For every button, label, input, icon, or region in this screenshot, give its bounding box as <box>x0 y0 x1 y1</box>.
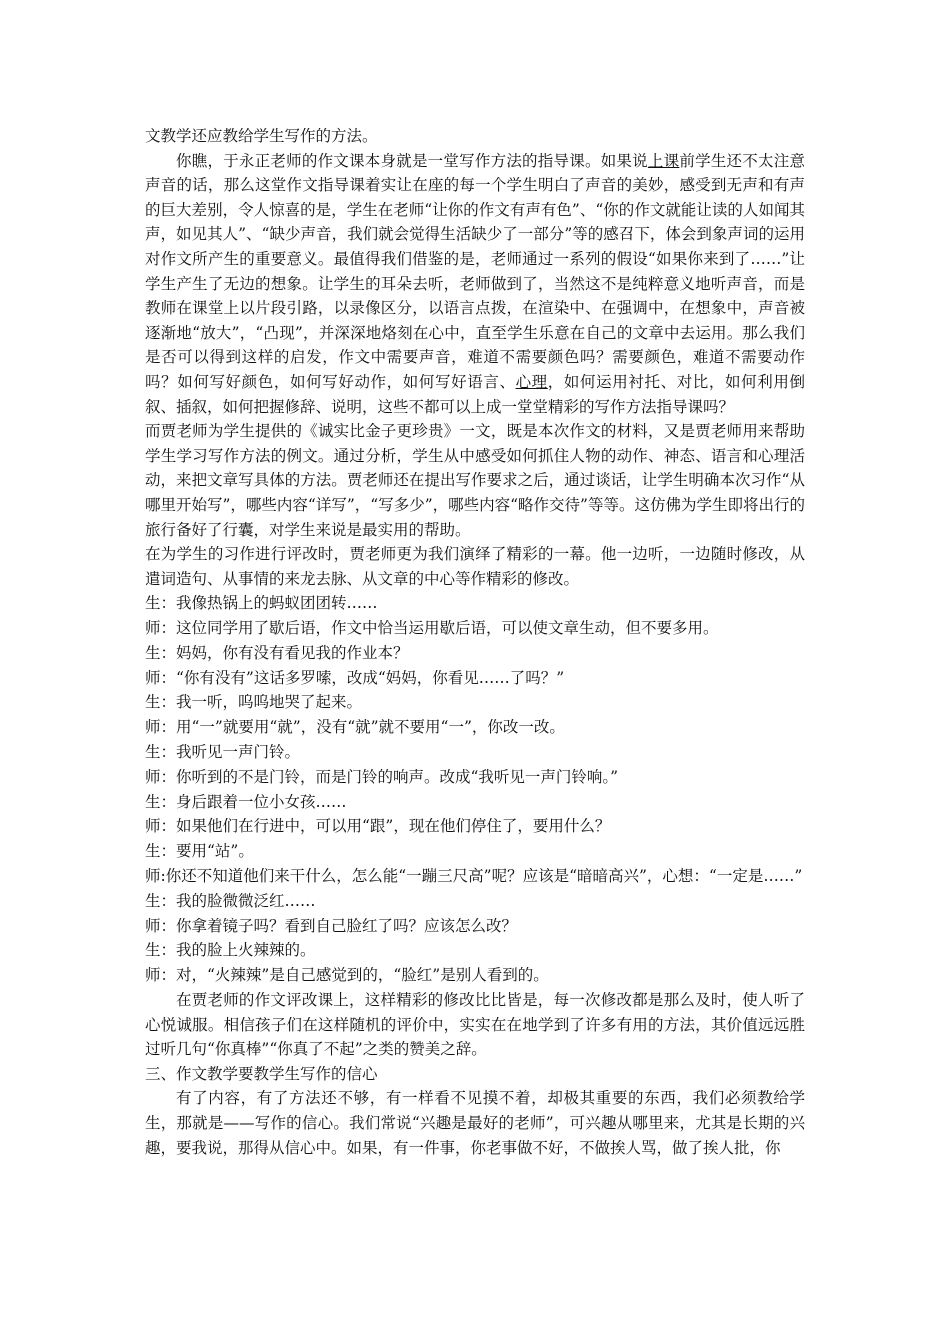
dialog-line: 师：你拿着镜子吗？看到自己脸红了吗？应该怎么改？ <box>145 916 518 935</box>
dialog-line: 生：要用“站”。 <box>145 842 254 861</box>
dialog-list <box>145 591 805 988</box>
dialog-line: 生：我听见一声门铃。 <box>145 743 301 762</box>
dialog-line: 师：你听到的不是门铃，而是门铃的响声。改成“我听见一声门铃响。” <box>145 767 619 786</box>
dialog-line: 师：如果他们在行进中，可以用“跟”，现在他们停住了，要用什么？ <box>145 817 611 836</box>
paragraph-text: 你瞧，于永正老师的作文课本身就是一堂写作方法的指导课。如果说 <box>176 151 648 170</box>
underlined-link-shangke[interactable]: 上课 <box>647 151 680 170</box>
paragraph-confidence: 有了内容，有了方法还不够，有一样看不见摸不着，却极其重要的东西，我们必须教给学生，那就是——写作的信心。我们常说“兴趣是最好的老师”，可兴趣从哪里来，尤其是长期的兴趣，要我说，那得从信心中。如果，有一件事，你老事做不好，不做挨人骂，做了挨人批，你 <box>145 1089 805 1157</box>
dialog-line: 生：妈妈，你有没有看见我的作业本？ <box>145 643 409 662</box>
paragraph-yu-yongzheng <box>145 149 805 420</box>
paragraph-text: ，如何运用衬托、对比，如何利用倒叙、插叙，如何把握修辞、说明，这些不都可以上成一堂堂精彩的写作方法指导课吗？ <box>145 372 805 416</box>
dialog-line: 师:你还不知道他们来干什么，怎么能“一蹦三尺高”呢？应该是“暗暗高兴”，心想：“一定是……” <box>145 867 803 886</box>
underlined-link-xinli[interactable]: 心理 <box>515 372 548 391</box>
dialog-line: 师：这位同学用了歇后语，作文中恰当运用歇后语，可以使文章生动，但不要多用。 <box>145 619 719 638</box>
dialog-line: 生：我一听，呜呜地哭了起来。 <box>145 693 363 712</box>
section-heading-3: 三、作文教学要教学生写作的信心 <box>145 1064 378 1083</box>
paragraph-summary: 在贾老师的作文评改课上，这样精彩的修改比比皆是，每一次修改都是那么及时，使人听了心悦诚服。相信孩子们在这样随机的评价中，实实在在地学到了许多有用的方法，其价值远远胜过听几句“你真棒”“你真了不起”之类的赞美之辞。 <box>145 991 805 1059</box>
dialog-line: 师：对，“火辣辣”是自己感觉到的，“脸红”是别人看到的。 <box>145 966 549 985</box>
paragraph-text: 前学生还不太注意声音的话，那么这堂作文指导课着实让在座的每一个学生明白了声音的美妙，感受到无声和有声的巨大差别，令人惊喜的是，学生在老师“让你的作文有声有色”、“你的作文就能让读的人如闻其声，如见其人”、“缺少声音，我们就会觉得生活缺少了一部分”等的感召下，体会到象声词的运用对作文所产生的重要意义。最值得我们借鉴的是，老师通过一系列的假设“如果你来到了……”让学生产生了无边的想象。让学生的耳朵去听，老师做到了，当然这不是纯粹意义地听声音，而是教师在课堂上以片段引路，以录像区分，以语言点拨，在渲染中、在强调中，在想象中，声音被逐渐地“放大”，“凸现”，并深深地烙刻在心中，直至学生乐意在自己的文章中去运用。那么我们是否可以得到这样的启发，作文中需要声音，难道不需要颜色吗？需要颜色，难道不需要动作吗？如何写好颜色，如何写好动作，如何写好语言、 <box>145 151 805 391</box>
dialog-line: 师：用“一”就要用“就”，没有“就”就不要用“一”，你改一改。 <box>145 718 565 737</box>
paragraph-intro: 文教学还应教给学生写作的方法。 <box>145 127 378 145</box>
paragraph-jia-teacher-material: 而贾老师为学生提供的《诚实比金子更珍贵》一文，既是本次作文的材料，又是贾老师用来帮助学生学习写作方法的例文。通过分析，学生从中感受如何抓住人物的动作、神态、语言和心理活动，来把文章写具体的方法。贾老师还在提出写作要求之后，通过谈话，让学生明确本次习作“从哪里开始写”，哪些内容“详写”，“写多少”，哪些内容“略作交待”等等。这仿佛为学生即将出行的旅行备好了行囊，对学生来说是最实用的帮助。 <box>145 422 805 539</box>
dialog-line: 师：“你有没有”这话多罗嗦，改成“妈妈，你看见……了吗？” <box>145 668 565 687</box>
document-page <box>145 124 805 1160</box>
dialog-line: 生：身后跟着一位小女孩…… <box>145 792 347 811</box>
dialog-line: 生：我像热锅上的蚂蚁团团转…… <box>145 594 378 613</box>
dialog-line: 生：我的脸微微泛红…… <box>145 891 316 910</box>
dialog-line: 生：我的脸上火辣辣的。 <box>145 941 316 960</box>
paragraph-jia-teacher-revision: 在为学生的习作进行评改时，贾老师更为我们演绎了精彩的一幕。他一边听，一边随时修改，从遣词造句、从事情的来龙去脉、从文章的中心等作精彩的修改。 <box>145 545 805 588</box>
